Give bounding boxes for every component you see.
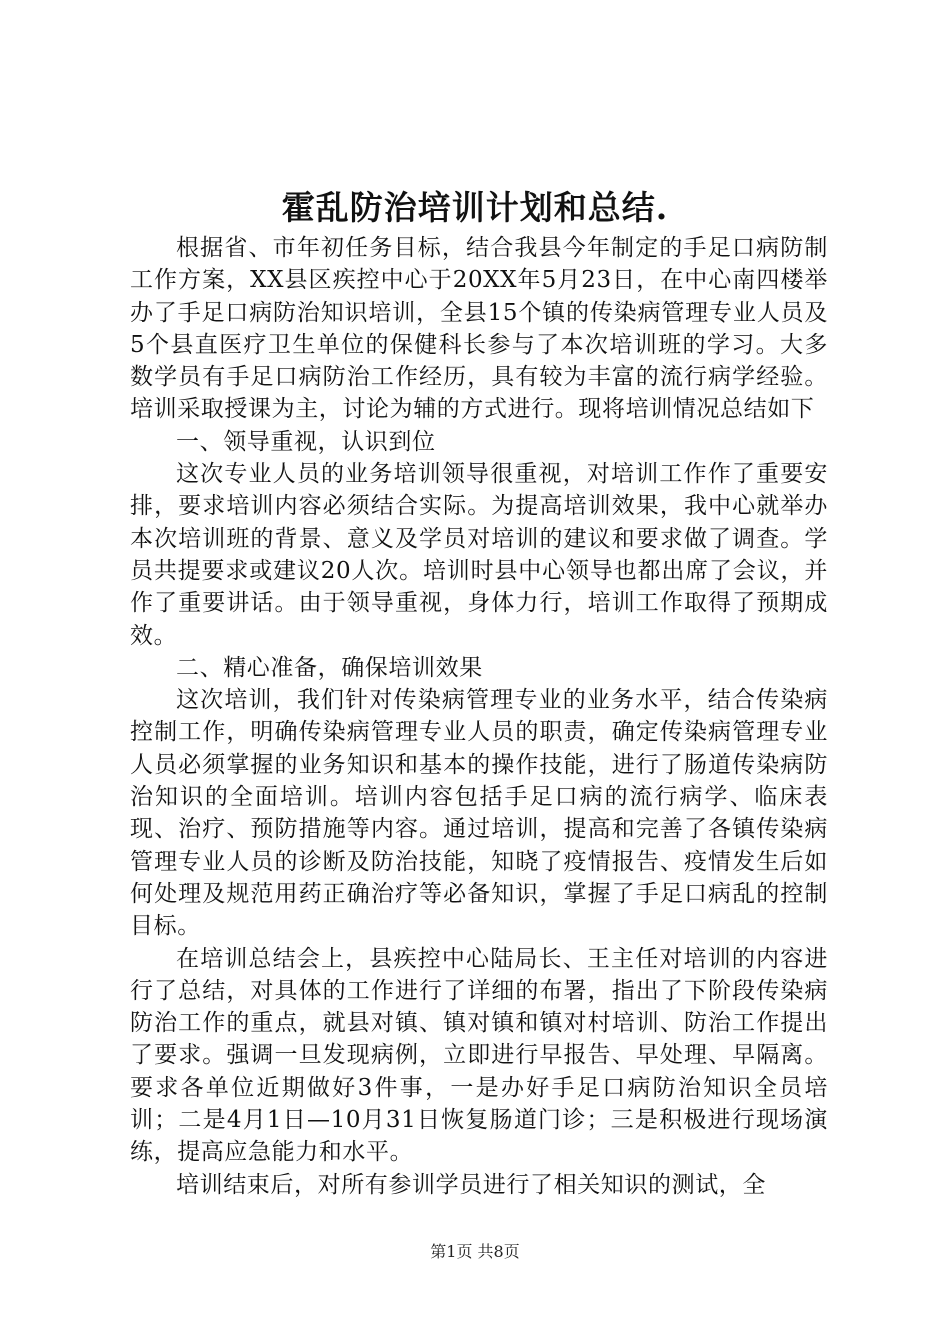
- document-body: [130, 232, 828, 1201]
- paragraph-after-training: 培训结束后，对所有参训学员进行了相关知识的测试，全: [176, 1171, 766, 1198]
- page-footer: 第1页 共8页: [430, 1242, 520, 1261]
- section-heading-1: 一、领导重视，认识到位: [176, 428, 436, 455]
- paragraph-preparation: 这次培训，我们针对传染病管理专业的业务水平，结合传染病控制工作，明确传染病管理专业人员的职责，确定传染病管理专业人员必须掌握的业务知识和基本的操作技能，进行了肠道传染病防治知识的全面培训。培训内容包括手足口病的流行病学、临床表现、治疗、预防措施等内容。通过培训，提高和完善了各镇传染病管理专业人员的诊断及防治技能，知晓了疫情报告、疫情发生后如何处理及规范用药正确治疗等必备知识，掌握了手足口病乱的控制目标。: [130, 687, 828, 940]
- section-heading-2: 二、精心准备，确保培训效果: [176, 654, 483, 681]
- paragraph-intro: 根据省、市年初任务目标，结合我县今年制定的手足口病防制工作方案，XX县区疾控中心于20XX年5月23日，在中心南四楼举办了手足口病防治知识培训，全县15个镇的传染病管理专业人员及5个县直医疗卫生单位的保健科长参与了本次培训班的学习。大多数学员有手足口病防治工作经历，具有较为丰富的流行病学经验。培训采取授课为主，讨论为辅的方式进行。现将培训情况总结如下: [130, 235, 828, 423]
- paragraph-leadership: 这次专业人员的业务培训领导很重视，对培训工作作了重要安排，要求培训内容必须结合实际。为提高培训效果，我中心就举办本次培训班的背景、意义及学员对培训的建议和要求做了调查。学员共提要求或建议20人次。培训时县中心领导也都出席了会议，并作了重要讲话。由于领导重视，身体力行，培训工作取得了预期成效。: [130, 461, 828, 649]
- paragraph-summary-meeting: 在培训总结会上，县疾控中心陆局长、王主任对培训的内容进行了总结，对具体的工作进行了详细的布署，指出了下阶段传染病防治工作的重点，就县对镇、镇对镇和镇对村培训、防治工作提出了要求。强调一旦发现病例，立即进行早报告、早处理、早隔离。要求各单位近期做好3件事，一是办好手足口病防治知识全员培训；二是4月1日—10月31日恢复肠道门诊；三是积极进行现场演练，提高应急能力和水平。: [130, 945, 828, 1166]
- document-title: 霍乱防治培训计划和总结.: [281, 188, 669, 227]
